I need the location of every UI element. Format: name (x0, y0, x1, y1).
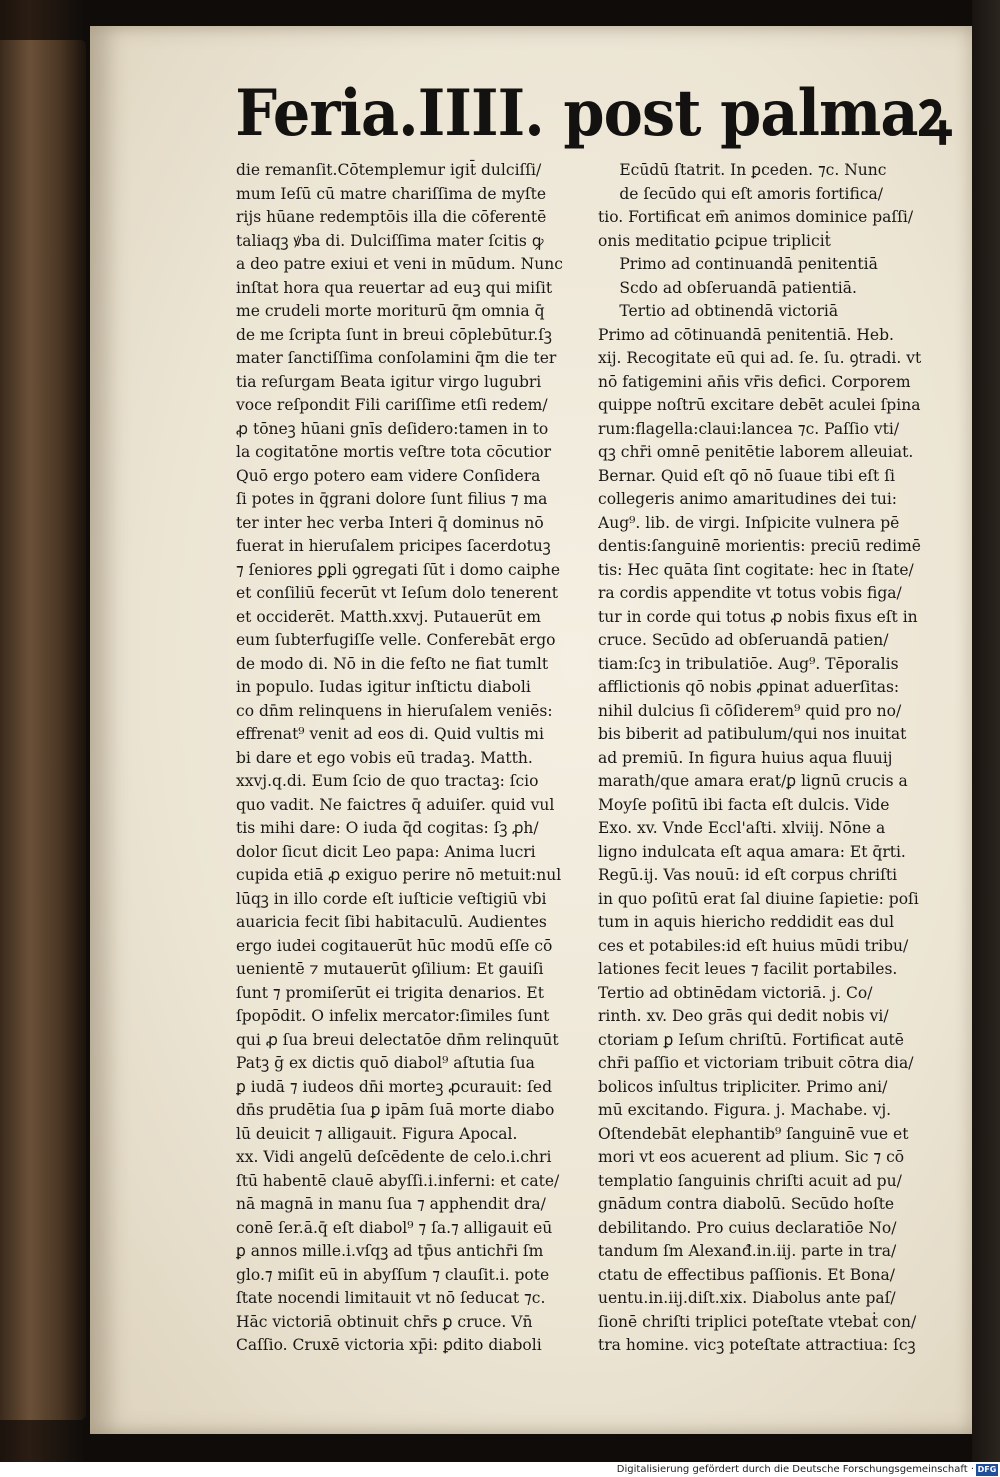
text-line: in populo. Iudas igitur inſtictu diaboli (236, 677, 531, 696)
text-line: afflictionis qō nobis ꝓpinat aduerſitas: (598, 677, 900, 696)
text-line: ctoriam ꝑ Ieſum chriſtū. Fortificat autē (598, 1029, 904, 1049)
text-line: bi dare et ego vobis eū tradaꝫ. Matth. (236, 747, 533, 767)
text-line: mum Ieſū cū matre chariſſima de myſte (236, 183, 547, 203)
text-line: Moyſe poſitū ibi facta eſt dulcis. Vide (598, 794, 890, 814)
text-line: ⁊ ſeniores ꝑꝑli ꝯgregati ſūt i domo caiphe (236, 559, 561, 579)
text-line: tum in aquis hiericho reddidit eas dul (598, 912, 895, 931)
text-line: ſtate nocendi limitauit vt nō ſeducat ⁊c. (236, 1288, 546, 1307)
dfg-logo: DFG (977, 1465, 997, 1474)
text-line: Tertio ad obtinendā victoriā (619, 301, 839, 320)
text-line: ligno indulcata eſt aqua amara: Et q̄rti. (598, 841, 906, 861)
text-line: gnādum contra diabolū. Secūdo hoſte (598, 1194, 895, 1213)
left-text-column (236, 158, 586, 1357)
text-line: Primo ad continuandā penitentiā (619, 254, 878, 273)
text-line: tur in corde qui totus ꝓ nobis fixus eſt in (598, 606, 918, 626)
text-line: tia reſurgam Beata igitur virgo lugubri (236, 371, 542, 391)
text-line: cruce. Secūdo ad obſeruandā patien/ (598, 630, 889, 649)
text-line: rijs hūane redemptōis illa die cōferentē (236, 207, 547, 226)
text-line: ces et potabiles:id eſt huius mūdi tribu/ (598, 935, 909, 955)
text-line: lationes fecit leues ⁊ facilit portabiles. (598, 959, 898, 978)
text-line: ſpopōdit. O infelix mercator:ſimiles ſunt (236, 1006, 550, 1025)
text-line: lūqꝫ in illo corde eſt iuſticie veſtigiū vbi (236, 888, 547, 908)
text-line: collegeris animo amaritudines dei tui: (598, 489, 898, 508)
text-line: ſionē chriſti triplici poteſtate vtebaṫ con/ (598, 1311, 917, 1331)
text-line: Aug⁹. lib. de virgi. Inſpicite vulnera pē (598, 512, 900, 532)
text-line: die remanſit.Cōtemplemur igit̄ dulciſſi/ (236, 160, 542, 179)
text-line: ꝓ tōneꝫ hūani gnīs deſidero:tamen in to (236, 418, 549, 438)
text-line: quippe noſtrū excitare debēt aculei ſpina (598, 395, 921, 414)
text-line: ſi potes in q̄grani dolore ſunt filius ⁊ ma (236, 489, 548, 508)
text-line: uenientē ⁊ mutauerūt ꝯſilium: Et gauiſi (236, 959, 544, 978)
text-line: ergo iudei cogitauerūt hūc modū eſſe cō (236, 935, 553, 955)
text-line: ſunt ⁊ promiſerūt ei trigita denarios. Et (236, 982, 544, 1002)
text-line: tra homine. vicꝫ poteſtate attractiua: ſcꝫ (598, 1335, 916, 1354)
text-line: tis mihi dare: O iuda q̄d cogitas: ſꝫ ꝓh/ (236, 818, 539, 837)
text-line: nā magnā in manu ſua ⁊ apphendit dra/ (236, 1194, 546, 1213)
text-line: nihil dulcius ſi cōſiderem⁹ quid pro no/ (598, 700, 902, 720)
text-line: ter inter hec verba Interi q̄ dominus nō (236, 512, 544, 532)
text-line: et occiderēt. Matth.xxvj. Putauerūt em (236, 606, 541, 626)
text-line: lū deuicit ⁊ alligauit. Figura Apocal. (236, 1123, 518, 1143)
text-line: de me ſcripta ſunt in breui cōplebūtur.ſꝫ (236, 324, 552, 344)
text-line: ctatu de effectibus paſſionis. Et Bona/ (598, 1264, 896, 1284)
text-line: rinth. xv. Deo grās qui dedit nobis vi/ (598, 1006, 889, 1025)
text-line: ꝑ iudā ⁊ iudeos dn̄i morteꝫ ꝓcurauit: ſed (236, 1076, 553, 1096)
text-line: voce reſpondit Fili cariſſime etſi redem/ (236, 395, 548, 414)
text-line: onis meditatio ꝑcipue tripliciṫ (598, 230, 831, 250)
text-line: Primo ad cōtinuandā penitentiā. Heb. (598, 324, 894, 344)
text-line: debilitando. Pro cuius declaratiōe No/ (598, 1217, 897, 1237)
text-line: eum ſubterfugiſſe velle. Conferebāt ergo (236, 630, 556, 649)
text-line: mori vt eos acuerent ad plium. Sic ⁊ cō (598, 1147, 905, 1166)
text-line: dn̄s prudētia ſua ꝑ ipām ſuā morte diabo (236, 1100, 555, 1119)
text-line: glo.⁊ miſit eū in abyſſum ⁊ clauſit.i. pote (236, 1264, 550, 1284)
text-line: bolicos inſultus tripliciter. Primo ani/ (598, 1076, 888, 1096)
footer-credit: Digitalisierung gefördert durch die Deutsche Forschungsgemeinschaft · (616, 1464, 974, 1475)
text-line: Oſtendebāt elephantib⁹ ſanguinē vue et (598, 1123, 909, 1143)
text-line: templatio ſanguinis chriſti acuit ad pu/ (598, 1170, 902, 1190)
text-line: qui ꝓ ſua breui delectatōe dn̄m relinquūt (236, 1029, 559, 1049)
text-line: dentis:ſanguinē morientis: preciū redimē (598, 536, 921, 555)
text-line: bis biberit ad patibulum/qui nos inuitat (598, 724, 907, 743)
facing-page-edge (972, 0, 1000, 1462)
text-line: in quo poſitū erat ſal diuine ſapietie: poſi (598, 888, 919, 908)
text-line: Regū.ij. Vas nouū: id eſt corpus chriſti (598, 865, 898, 884)
text-line: quo vadit. Ne faictres q̄ aduiſer. quid vul (236, 794, 555, 814)
text-line: de ſecūdo qui eſt amoris fortifica/ (619, 183, 883, 203)
text-line: cupida etiā ꝓ exiguo perire nō metuit:nul (236, 865, 562, 884)
text-line: me crudeli morte moriturū q̄m omnia q̄ (236, 301, 545, 320)
text-line: effrenat⁹ venit ad eos di. Quid vultis mi (236, 724, 544, 743)
text-line: Quō ergo potero eam videre Conſidera (236, 465, 541, 485)
text-line: Ecūdū ſtatrit. In ꝑceden. ⁊c. Nunc (619, 160, 887, 179)
text-line: co dn̄m relinquens in hieruſalem veniēs: (236, 700, 553, 720)
text-line: taliaqꝫ ꝟba di. Dulciſſima mater ſcitis ꝙ (236, 230, 544, 250)
text-line: nō fatigemini an̄is vr̄is defici. Corporem (598, 371, 911, 391)
text-line: et conſiliū fecerūt vt Ieſum dolo tenerent (236, 583, 558, 602)
text-line: Exo. xv. Vnde Eccl'aſti. xlviij. Nōne a (598, 818, 886, 837)
text-line: tandum ſm Alexanđ.in.iij. parte in tra/ (598, 1241, 897, 1260)
text-line: mater ſanctiſſima conſolamini q̄m die ter (236, 348, 557, 367)
text-line: Scdo ad obſeruandā patientiā. (619, 277, 857, 297)
text-line: qꝫ chr̄i omnē penitētie laborem alleuiat. (598, 442, 914, 461)
text-line: tiam:ſcꝫ in tribulatiōe. Aug⁹. Tēporalis (598, 653, 899, 673)
text-line: Caſſio. Cruxē victoria xp̄i: ꝑdito diaboli (236, 1335, 542, 1354)
text-line: tis: Hec quāta ſint cogitate: hec in ſtate/ (598, 559, 914, 579)
text-line: chr̄i paſſio et victoriam tribuit cōtra dia/ (598, 1053, 914, 1072)
text-line: fuerat in hieruſalem pricipes ſacerdotuꝫ (236, 536, 551, 555)
text-line: Tertio ad obtinēdam victoriā. j. Co/ (598, 982, 873, 1002)
text-line: ſtū habentē clauē abyſſi.i.inferni: et cate/ (236, 1170, 560, 1190)
text-line: tio. Fortificat em̄ animos dominice paſſi/ (598, 207, 914, 226)
page-headline: Feria.IIII. post palmaꝝ (235, 76, 951, 151)
text-line: conē ſer.ā.q̄ eſt diabol⁹ ⁊ ſa.⁊ alligauit eū (236, 1217, 553, 1237)
text-line: marath/que amara erat/ꝑ lignū crucis a (598, 771, 908, 790)
text-line: mū excitando. Figura. j. Machabe. vj. (598, 1100, 892, 1119)
right-text-column (598, 158, 956, 1357)
text-line: rum:flagella:claui:lancea ⁊c. Paſſio vti/ (598, 418, 900, 438)
text-line: ra cordis appendite vt totus vobis figa/ (598, 583, 902, 602)
text-line: a deo patre exiui et veni in mūdum. Nunc (236, 254, 563, 273)
text-line: Hāc victoriā obtinuit chr̄s ꝑ cruce. Vn̄ (236, 1311, 533, 1331)
text-line: xx. Vidi angelū deſcēdente de celo.i.chri (236, 1147, 552, 1166)
text-line: de modo di. Nō in die feſto ne fiat tumlt (236, 653, 549, 673)
text-line: ꝑ annos mille.i.vſqꝫ ad tp̄us antichr̄i ſm (236, 1241, 544, 1260)
text-line: Bernar. Quid eſt qō nō ſuaue tibi eſt ſi (598, 465, 895, 485)
text-line: uentu.in.iij.diſt.xix. Diabolus ante paſ/ (598, 1288, 896, 1307)
text-line: dolor ſicut dicit Leo papa: Anima lucri (236, 841, 536, 861)
text-line: xij. Recogitate eū qui ad. ſe. ſu. ꝯtradi. vt (598, 348, 922, 367)
text-line: Patꝫ ḡ ex dictis quō diabol⁹ aſtutia ſua (236, 1053, 535, 1072)
text-line: xxvj.q.di. Eum ſcio de quo tractaꝫ: ſcio (236, 771, 539, 790)
book-spine (0, 40, 86, 1420)
text-line: ad premiū. In figura huius aqua fluuij (598, 747, 893, 767)
text-line: la cogitatōne mortis veſtre tota cōcutior (236, 442, 552, 461)
text-line: auaricia fecit ſibi habitaculū. Audientes (236, 912, 547, 931)
text-line: inſtat hora qua reuertar ad euꝫ qui miſit (236, 277, 553, 297)
